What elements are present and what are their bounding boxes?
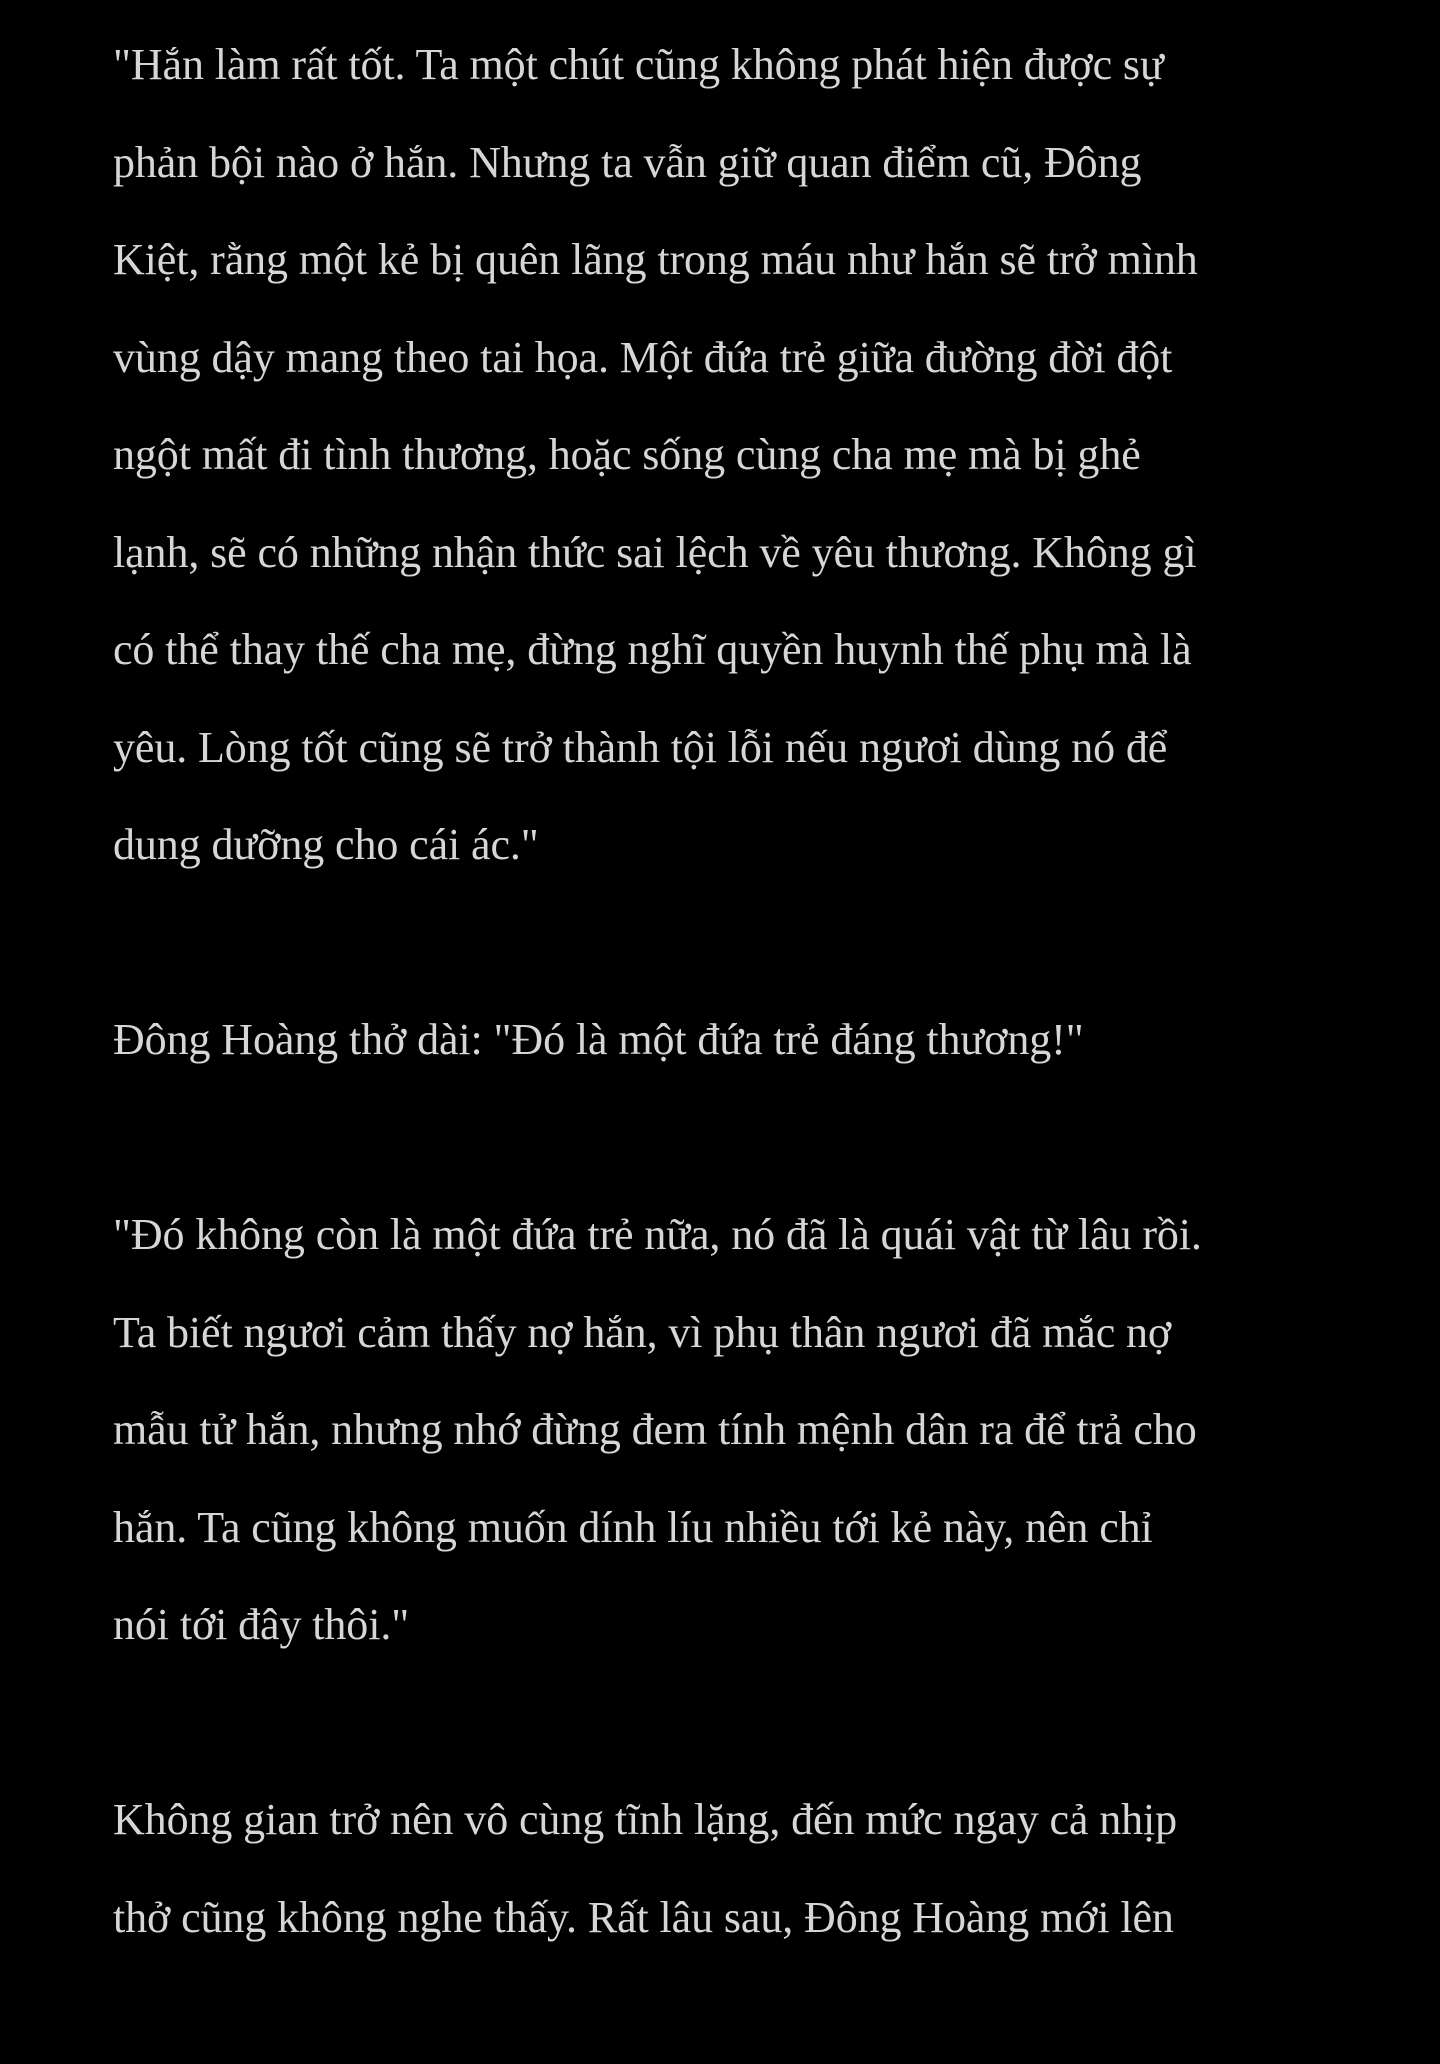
text-line: vùng dậy mang theo tai họa. Một đứa trẻ giữa đường đời đột xyxy=(113,332,1173,382)
text-line: thở cũng không nghe thấy. Rất lâu sau, Đông Hoàng mới lên xyxy=(113,1892,1174,1942)
text-line: mẫu tử hắn, nhưng nhớ đừng đem tính mệnh dân ra để trả cho xyxy=(113,1405,1197,1454)
text-line: lạnh, sẽ có những nhận thức sai lệch về yêu thương. Không gì xyxy=(113,527,1197,577)
text-line: dung dưỡng cho cái ác." xyxy=(113,820,539,869)
text-line: hắn. Ta cũng không muốn dính líu nhiều tới kẻ này, nên chỉ xyxy=(113,1502,1153,1552)
text-line: Đông Hoàng thở dài: "Đó là một đứa trẻ đáng thương!" xyxy=(113,1015,1084,1064)
text-line: ngột mất đi tình thương, hoặc sống cùng cha mẹ mà bị ghẻ xyxy=(113,430,1141,479)
paragraph xyxy=(113,1186,1343,1674)
paragraph xyxy=(113,991,1343,1089)
text-line: yêu. Lòng tốt cũng sẽ trở thành tội lỗi nếu ngươi dùng nó để xyxy=(113,722,1168,772)
text-line: Không gian trở nên vô cùng tĩnh lặng, đến mức ngay cả nhịp xyxy=(113,1795,1178,1844)
text-line: nói tới đây thôi." xyxy=(113,1600,410,1649)
text-line: "Đó không còn là một đứa trẻ nữa, nó đã là quái vật từ lâu rồi. xyxy=(113,1210,1202,1259)
text-line: có thể thay thế cha mẹ, đừng nghĩ quyền huynh thế phụ mà là xyxy=(113,625,1192,674)
paragraph xyxy=(113,1771,1343,1966)
text-line: phản bội nào ở hắn. Nhưng ta vẫn giữ quan điểm cũ, Đông xyxy=(113,137,1142,187)
paragraph xyxy=(113,16,1343,894)
text-line: "Hắn làm rất tốt. Ta một chút cũng không phát hiện được sự xyxy=(113,40,1164,89)
text-line: Ta biết ngươi cảm thấy nợ hắn, vì phụ thân ngươi đã mắc nợ xyxy=(113,1307,1172,1357)
text-line: Kiệt, rằng một kẻ bị quên lãng trong máu như hắn sẽ trở mình xyxy=(113,235,1198,284)
reader-content xyxy=(113,16,1343,2064)
